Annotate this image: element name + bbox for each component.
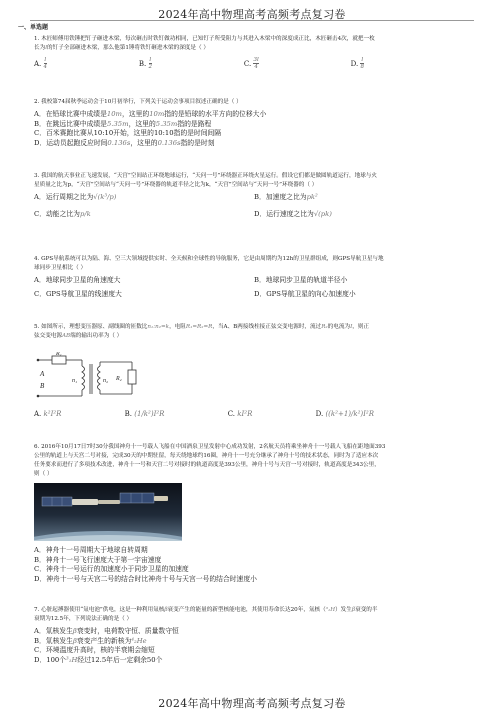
label-n2: n₂ xyxy=(103,378,109,384)
question-5 xyxy=(34,323,474,341)
q5-math-r2: R₂ xyxy=(321,324,328,330)
q5-stem-part: 端的输出功率为（ ） xyxy=(70,333,123,339)
q2-option-d[interactable] xyxy=(34,139,474,149)
opt-text: A．运行周期之比为 xyxy=(34,193,94,201)
q1-option-d[interactable] xyxy=(351,57,364,70)
q6-stem-line1: 6. 2016年10月17日7时30分我国神舟十一号载人飞船在中国酒泉卫星发射中心成功发射，2名航天员将乘坐神舟十一号载人飞船在距地面393 xyxy=(34,444,386,450)
opt-text: 衰变产生的新核为 xyxy=(76,636,132,645)
spacecraft-docking-photo xyxy=(34,483,182,541)
opt-text: B．氚核发生 xyxy=(34,636,73,645)
frac-den: 2 xyxy=(148,64,153,70)
page-header: 2024年高中物理高考高频考点复习卷 xyxy=(158,8,346,21)
q3-option-b[interactable] xyxy=(254,193,474,202)
q7-math-beta: β xyxy=(164,607,168,613)
fraction xyxy=(44,57,48,70)
q5-math-resist: R₁=R₂=R xyxy=(185,324,213,330)
q2-option-b[interactable] xyxy=(34,120,474,130)
opt-math: ⁴₂He xyxy=(131,636,147,645)
option-letter: B. xyxy=(124,410,133,418)
q5-math-turns: n₁:n₂=k xyxy=(147,324,170,330)
q5-option-b[interactable] xyxy=(125,410,165,419)
opt-text: 指的是时刻 xyxy=(180,138,215,147)
q3-option-d[interactable] xyxy=(254,210,474,219)
question-2 xyxy=(34,98,474,148)
q5-stem-part: 的电流为 xyxy=(327,324,351,330)
q5-option-c[interactable] xyxy=(228,410,253,419)
q7-stem-part: ）发生 xyxy=(335,607,352,613)
opt-math: pk² xyxy=(306,193,318,201)
terminal-b-dot xyxy=(37,395,40,398)
q1-option-a[interactable] xyxy=(34,57,47,70)
q3-stem-line2: 星质量之比为p，“天宫”空间站与“天问一号”环绕器的轨道半径之比为k，“天宫”空间站与“天问一号”环绕器的（ ） xyxy=(34,182,318,188)
fraction xyxy=(149,57,153,70)
frac-num: l xyxy=(361,57,364,63)
opt-text: ，这里的 xyxy=(122,110,150,118)
q6-stem-line4: 则（ ） xyxy=(34,471,53,477)
q1-stem-line1: 1. 木匠师傅用铁锤把钉子砸进木梁，每次砸击时铁钉做功相同，已知钉子所受阻力与其进入木梁中的深度成正比，木匠砸击4次，就把一枚 xyxy=(34,36,375,42)
terminal-a-dot xyxy=(37,359,40,362)
frac-num: l xyxy=(44,57,47,63)
opt-math: (1/k²)I²R xyxy=(134,410,165,418)
q6-stem-line2: 公里的轨道上与天宫二号对接，完成30天的中期驻留，每天绕地球约16圈，神舟十一号充分继承了神舟十号的技术状态，同时为了适应本次 xyxy=(34,453,379,459)
opt-math: 5.35m xyxy=(106,119,129,128)
opt-math: β xyxy=(72,627,77,635)
q4-option-d[interactable]: D．GPS导航卫星的向心加速度小 xyxy=(254,290,356,298)
fraction xyxy=(253,57,258,70)
q5-stem-part: 弦交变电源 xyxy=(34,333,62,339)
question-7 xyxy=(34,606,474,665)
q5-option-d[interactable] xyxy=(316,410,374,419)
opt-text: 指的是路程 xyxy=(177,119,212,128)
q6-option-c[interactable]: C．神舟十一号运行的加速度小于同步卫星的加速度 xyxy=(34,565,189,573)
opt-math: p/k xyxy=(79,210,91,218)
q3-option-c[interactable] xyxy=(34,210,254,219)
option-letter: D. xyxy=(350,59,359,68)
q6-stem-line3: 任务要求而进行了多项技术改进，神舟十一号和天宫二号对接时的轨道高度是393公里，神舟十号与天宫一号对接时，轨道高度是343公里， xyxy=(34,462,380,468)
option-letter: C. xyxy=(227,410,236,418)
q4-stem xyxy=(34,255,474,273)
q6-option-b[interactable]: B．神舟十一号飞行速度大于第一宇宙速度 xyxy=(34,555,162,564)
question-4 xyxy=(34,255,474,299)
q2-option-c[interactable] xyxy=(34,129,474,139)
q5-math-current: I xyxy=(350,324,353,330)
opt-text: B．在跳远比赛中成绩是 xyxy=(34,119,107,128)
q7-option-a[interactable] xyxy=(34,627,474,637)
opt-text: C．环境温度升高时，核的半衰期会缩短 xyxy=(34,646,155,654)
option-letter: B. xyxy=(138,59,147,68)
label-n1: n₁ xyxy=(72,378,78,384)
q2-options xyxy=(34,110,474,148)
q7-stem-part: 衰变产生的能量的新型核能电池，其使用寿命长达20年，氚核（ xyxy=(167,607,326,613)
q7-options xyxy=(34,627,474,665)
frac-den: 8 xyxy=(360,64,364,70)
solar-panel-right xyxy=(120,493,154,503)
q6-option-d[interactable]: D．神舟十一号与天宫二号的结合时比神舟十号与天宫一号的结合时速度小 xyxy=(34,574,257,583)
label-r2: R₂ xyxy=(116,376,122,382)
frac-num: l xyxy=(149,57,152,63)
opt-math: 0.136s xyxy=(107,138,131,147)
q5-options xyxy=(34,410,374,419)
opt-text: 经过12.5年后一定剩余50个 xyxy=(77,655,163,664)
question-3 xyxy=(34,172,474,219)
opt-text: C．动能之比为 xyxy=(34,210,80,218)
q1-option-c[interactable] xyxy=(244,57,259,70)
opt-math: ³₁H xyxy=(66,655,78,664)
q1-option-b[interactable] xyxy=(139,57,152,70)
opt-math: kI²R xyxy=(237,410,253,418)
option-letter: C. xyxy=(243,59,252,68)
q7-math-beta: β xyxy=(351,607,356,613)
fraction xyxy=(360,57,364,70)
opt-math: β xyxy=(72,636,77,645)
opt-math: ((k²+1)/k²)I²R xyxy=(325,410,374,418)
q5-stem-part: ，当A、B两接线柱接正弦交变电源时，流过 xyxy=(212,324,322,330)
opt-math: √(k³/p) xyxy=(93,193,117,201)
label-b: B xyxy=(40,382,45,390)
q7-stem-part: 衰变的半 xyxy=(355,607,378,613)
opt-text: D．运动员起跑反应时间 xyxy=(34,138,108,147)
option-letter: D. xyxy=(315,410,324,418)
opt-math: 10m xyxy=(149,110,165,118)
frac-num: 3l xyxy=(253,57,259,63)
q7-stem-line2: 衰期为12.5年，下列说法正确的是（ ） xyxy=(34,616,133,622)
label-r1: R₁ xyxy=(56,352,62,357)
q3-options xyxy=(34,193,474,219)
q3-stem xyxy=(34,172,474,190)
q1-stem-line2b: 的钉子全部砸进木梁，那么他第1锤将铁钉砸进木梁的深度是（ ） xyxy=(47,45,209,51)
question-6 xyxy=(34,443,474,479)
q4-option-c[interactable]: C．GPS导航卫星的线速度大 xyxy=(34,290,122,298)
q1-stem-line2a: 长为 xyxy=(34,45,46,51)
q5-stem-part: 5. 如图所示，理想变压器原、副线圈的匝数比 xyxy=(34,324,148,330)
q6-stem xyxy=(34,443,474,479)
q6-options xyxy=(34,546,474,584)
q5-option-a[interactable] xyxy=(34,410,61,419)
q6-option-a[interactable]: A．神舟十一号周期大于地球自转周期 xyxy=(34,546,148,554)
q4-stem-line1: 4. GPS导航系统可以为陆、海、空三大领域提供实时、全天候和全球性的导航服务，它是由周期约为12h的卫星群组成，则GPS导航卫星与地 xyxy=(34,256,384,262)
q7-option-d[interactable] xyxy=(34,656,474,666)
opt-text: 衰变时，电荷数守恒、质量数守恒 xyxy=(76,627,179,635)
opt-text: ，这里的 xyxy=(130,138,158,147)
page-footer: 2024年高中物理高考高频考点复习卷 xyxy=(158,697,346,710)
q7-option-c[interactable] xyxy=(34,646,474,656)
opt-text: D．运行速度之比为 xyxy=(254,210,314,218)
frac-den: 4 xyxy=(254,64,258,70)
q5-stem-part: ，则正 xyxy=(352,324,370,330)
q6-options-wrap xyxy=(34,543,474,584)
q5-stem-part: ，电阻 xyxy=(169,324,186,330)
q5-math-ab: AB xyxy=(61,333,71,339)
transformer-circuit-diagram xyxy=(34,352,144,408)
opt-math: 0.136s xyxy=(157,138,181,147)
opt-math: 5.35m xyxy=(155,119,178,128)
q7-option-b[interactable] xyxy=(34,637,474,647)
opt-text: C．百米赛跑比赛从10:10开始，这里的10:10指的是时间间隔 xyxy=(34,129,222,137)
opt-text: D．100个 xyxy=(34,655,67,664)
q1-stem xyxy=(34,35,474,53)
q3-stem-line1: 3. 我国的航天事业正飞速发展，“天宫”空间站正环绕地球运行，“天问一号”环绕器正环绕火星运行。假设它们都是做圆轨道运行，地球与火 xyxy=(34,173,377,179)
option-letter: A. xyxy=(34,59,42,68)
opt-text: ，这里的 xyxy=(128,119,156,128)
opt-text: 指的是铅球的水平方向的位移大小 xyxy=(164,110,267,118)
q5-stem xyxy=(34,323,474,341)
q1-options xyxy=(34,57,364,70)
q7-stem xyxy=(34,606,474,624)
frac-den: 4 xyxy=(43,64,48,70)
q4-option-b[interactable]: B．地球同步卫星的轨道半径小 xyxy=(254,276,348,284)
opt-text: A．在铅球比赛中成绩是 xyxy=(34,110,107,118)
q7-stem-part: 7. 心脏起搏器使用“氚电池”供电，这是一种利用氚核 xyxy=(34,607,165,613)
q4-options xyxy=(34,276,474,299)
header-rule xyxy=(30,20,474,21)
section-title: 一、单选题 xyxy=(18,24,49,31)
q4-option-a[interactable]: A．地球同步卫星的角速度大 xyxy=(34,276,121,284)
opt-text: B．加速度之比为 xyxy=(254,193,307,201)
opt-math: 10m xyxy=(106,110,122,118)
question-1 xyxy=(34,35,474,70)
q1-var-l: l xyxy=(45,45,47,51)
q4-stem-line2: 球同步卫星相比（ ） xyxy=(34,265,87,271)
solar-panel-left xyxy=(42,497,72,506)
opt-math: √(pk) xyxy=(313,210,332,218)
opt-math: k²I²R xyxy=(43,410,62,418)
opt-text: A．氚核发生 xyxy=(34,627,73,635)
q7-math-tritium: ³₁H xyxy=(325,607,336,613)
option-letter: A. xyxy=(34,410,42,418)
label-a: A xyxy=(40,370,45,378)
q5-options-wrap xyxy=(34,410,474,419)
q3-option-a[interactable] xyxy=(34,193,254,202)
q2-option-a[interactable] xyxy=(34,110,474,120)
q2-stem: 2. 我校第74届秋季运动会于10月初举行，下列关于运动会事项目叙述正确的是（ ） xyxy=(34,99,242,105)
